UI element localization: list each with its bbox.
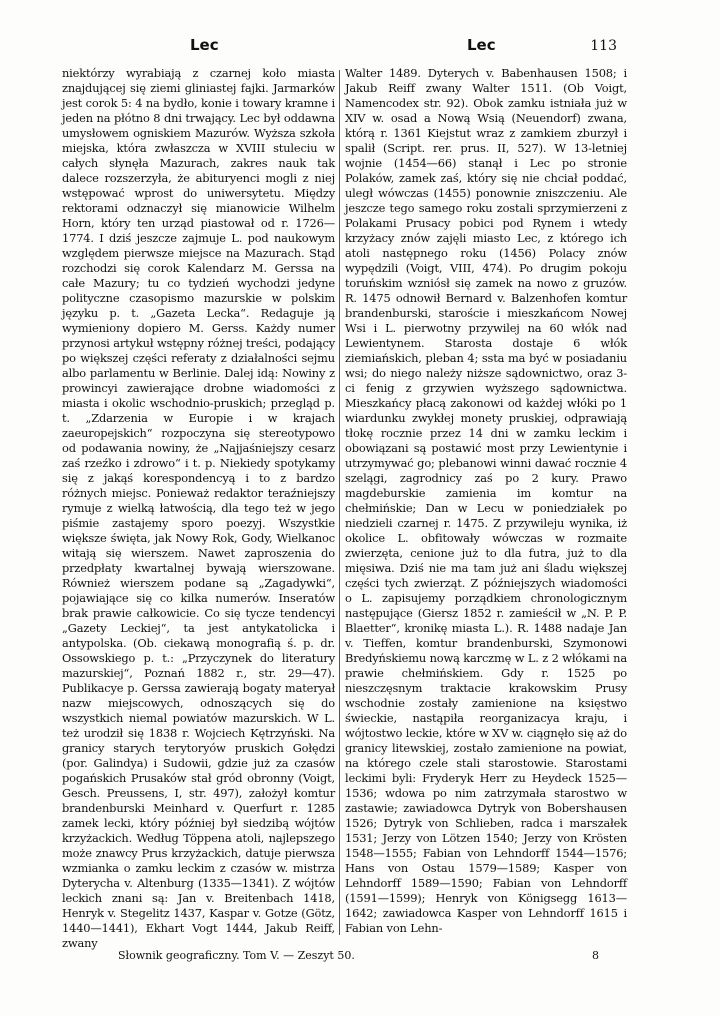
footer-signature: Słownik geograficzny. Tom V. — Zeszyt 50. — [118, 949, 355, 962]
running-head-right: Lec — [467, 36, 496, 54]
running-head-left: Lec — [190, 36, 219, 54]
right-column-text: Walter 1489. Dyterych v. Babenhausen 1508; i Jakub Reiff zwany Walter 1511. (Ob Voigt, Namencodex str. 92). Obok zamku istniała już w XIV w. osad a Nową Wsią (Neuendorf) zwana, którą r. 1361 Kiejstut wraz z zamkiem zburzył i spalił (Script. rer. prus. II, 527). W 13-letniej wojnie (1454—66) stanął i Lec po stronie Polaków, zamek zaś, który się nie chciał poddać, uległ wówczas (1455) ponownie zniszczeniu. Ale jeszcze tego samego roku zostali sprzymierzeni z Polakami Prusacy pobici pod Rynem i wtedy krzyżacy znów zajęli miasto Lec, z którego ich atoli następnego roku (1456) Polacy znów wypędzili (Voigt, VIII, 474). Po drugim pokoju toruńskim wzniósł się zamek na nowo z gruzów. R. 1475 odnowił Bernard v. Balzenhofen komtur brandenburski, staroście i mieszkańcom Nowej Wsi i L. pierwotny przywilej na 60 włók nad Lewientynem. Starosta dostaje 6 włók ziemiańskich, pleban 4; sstа ma być w posiadaniu wsi; do niego należy niższe sądownictwo, oraz 3-ci fenig z grzywien wyższego sądownictwa. Mieszkańcy płacą zakonowi od każdej włóki po 1 wiardunku zwykłej monety pruskiej, odprawiają tłokę rocznie przez 14 dni w zamku leckim i obowiązani są postawić most przy Lewientynie i utrzymywać go; plebanowi winni dawać rocznie 4 szelągi, zagrodnicy zaś po 2 kury. Prawo magdeburskie zamienia im komtur na chełmińskie; Dan w Lecu w poniedziałek po niedzieli czarnej r. 1475. Z przywileju wynika, iż okolice L. obfitowały wówczas w rozmaite zwierzęta, cenione już to dla futra, już to dla mięsiwa. Dziś nie ma tam już ani śladu większej części tych zwierząt. Z późniejszych wiadomości o L. zapisujemy porządkiem chronologicznym następujące (Giersz 1852 r. zamieścił w „N. P. P. Blaetter“, kronikę miasta L.). R. 1488 nadaje Jan v. Tieffen, komtur brandenburski, Szymonowi Bredyńskiemu nową karczmę w L. z 2 włókami na prawie chełmińskiem. Gdy r. 1525 po nieszczęsnym traktacie krakowskim Prusy wschodnie zostały zamienione na księstwo świeckie, nastąpiła reorganizacya kraju, i wójtostwo leckie, które w XV w. ciągnęło się aż do granicy litewskiej, zostało zamienione na powiat, na którego czele stali starostowie. Starostami leckimi byli: Fryderyk Herr zu Heydeck 1525—1536; wdowa po nim zatrzymała starostwo w zastawie; zawiadowca Dytryk von Bobershausen 1526; Dytryk von Schlieben, radca i marszałek 1531; Jerzy von Lötzen 1540; Jerzy von Krösten 1548—1555; Fabian von Lehndorff 1544—1576; Hans von Ostau 1579—1589; Kasper von Lehndorff 1589—1590; Fabian von Lehndorff (1591—1599); Henryk von Königsegg 1613—1642; zawiadowca Kasper von Lehndorff 1615 i Fabian von Lehn- — [345, 66, 627, 935]
column-divider — [339, 70, 340, 935]
left-column — [62, 66, 335, 950]
left-column-text: niektórzy wyrabiają z czarnej koło miasta znajdującej się ziemi gliniastej fajki. Jarmarków jest corok 5: 4 na bydło, konie i towary kramne i jeden na płótno 8 dni trwający. Lec był oddawna umysłowem ogniskiem Mazurów. Wyższa szkoła miejska, która zwłaszcza w XVIII stuleciu w całych słynęła Mazurach, zakres nauk tak dalece rozszerzyła, że abituryenci mogli z niej wstępować wprost do uniwersytetu. Między rektorami odznaczył się mianowicie Wilhelm Horn, który ten urząd piastował od r. 1726—1774. I dziś jeszcze zajmuje L. pod naukowym względem pierwsze miejsce na Mazurach. Stąd rozchodzi się corok Kalendarz M. Gerssa na całe Mazury; tu co tydzień wychodzi jedyne polityczne czasopismo mazurskie w polskim języku p. t. „Gazeta Lecka“. Redaguje ją wymieniony dopiero M. Gerss. Każdy numer przynosi artykuł wstępny różnej treści, podający po większej części referaty z działalności sejmu albo parlamentu w Berlinie. Dalej idą: Nowiny z prowincyi zawierające drobne wiadomości z miasta i okolic wschodnio-pruskich; przegląd p. t. „Zdarzenia w Europie i w krajach zaeuropejskich“ rozpoczyna się stereotypowo od podawania nowiny, że „Najjaśniejszy cesarz zaś rzeźko i zdrowo“ i t. p. Niekiedy spotykamy się z jakąś korespondencyą i to z bardzo różnych miejsc. Ponieważ redaktor teraźniejszy rymuje z wielką łatwością, dla tego też w jego piśmie zastajemy sporo poezyj. Wszystkie większe święta, jak Nowy Rok, Gody, Wielkanoc witają się wierszem. Nawet zaproszenia do przedpłaty kwartalnej bywają wierszowane. Również wierszem podane są „Zagadywki“, pojawiające się co kilka numerów. Inseratów brak prawie całkowicie. Co się tycze tendencyi „Gazety Leckiej“, ta jest antykatolicka i antypolska. (Ob. ciekawą monografią ś. p. dr. Ossowskiego p. t.: „Przyczynek do literatury mazurskiej“, Poznań 1882 r., str. 29—47). Publikacye p. Gerssa zawierają bogaty materyał nazw miejscowych, odnoszących się do wszystkich niemal powiatów mazurskich. W L. też urodził się 1838 r. Wojciech Kętrzyński. Na granicy starych terytoryów pruskich Gołędzi (por. Galindya) i Sudowii, gdzie już za czasów pogańskich Prusaków stał gród obronny (Voigt, Gesch. Preussens, I, str. 497), założył komtur brandenburski Meinhard v. Querfurt r. 1285 zamek lecki, który później był siedzibą wójtów krzyżackich. Według Töppena atoli, najlepszego może znawcy Prus krzyżackich, datuje pierwsza wzmianka o zamku leckim z czasów w. mistrza Dyterycha v. Altenburg (1335—1341). Z wójtów leckich znani są: Jan v. Breitenbach 1418, Henryk v. Stegelitz 1437, Kaspar v. Gotze (Götz, 1440—1441), Ekhart Vogt 1444, Jakub Reiff, zwany — [62, 66, 335, 950]
page-number: 113 — [590, 38, 617, 54]
footer-sheet-number: 8 — [592, 949, 599, 962]
right-column — [345, 66, 627, 938]
